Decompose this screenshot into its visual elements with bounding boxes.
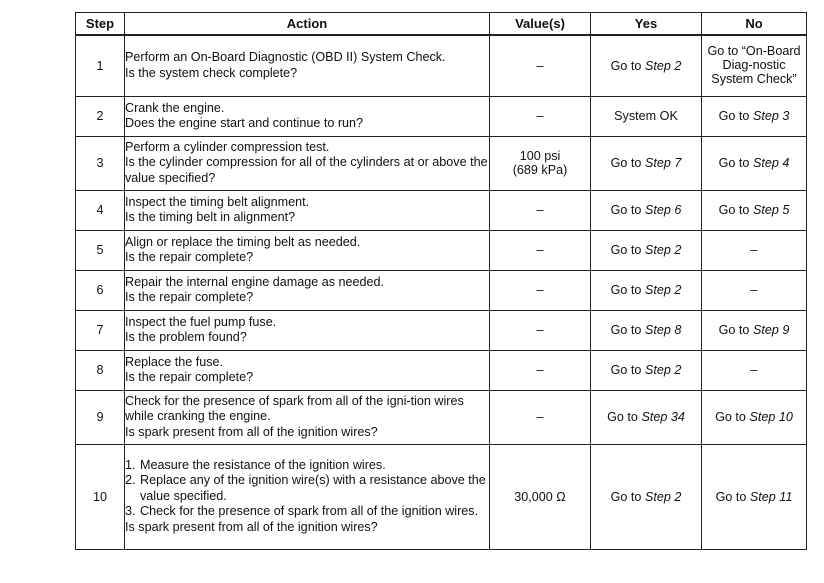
value-cell: – — [490, 230, 591, 270]
yes-cell: Go to Step 2 — [591, 270, 702, 310]
yes-cell: Go to Step 34 — [591, 390, 702, 444]
step-number: 5 — [76, 230, 125, 270]
no-step-link[interactable]: Step 11 — [749, 489, 793, 504]
table-row — [76, 35, 807, 96]
step-number: 7 — [76, 310, 125, 350]
action-instruction: Check for the presence of spark from all of the igni-tion wires while cranking the engine. — [125, 393, 464, 424]
value-cell: – — [490, 310, 591, 350]
no-cell: Go to Step 11 — [702, 444, 807, 549]
yes-step-link[interactable]: Step 2 — [644, 363, 682, 377]
step-number: 10 — [76, 444, 125, 549]
action-question: Is the repair complete? — [125, 290, 254, 304]
header-no: No — [702, 13, 807, 36]
action-question: Is the timing belt in alignment? — [125, 210, 296, 224]
action-instruction: Crank the engine. — [125, 100, 225, 115]
yes-step-link[interactable]: Step 6 — [644, 203, 682, 217]
action-question: Is the repair complete? — [125, 370, 254, 384]
action-question: Does the engine start and continue to run? — [125, 116, 364, 130]
no-step-link[interactable]: Step 5 — [752, 203, 790, 217]
action-cell — [125, 190, 490, 230]
step-number: 8 — [76, 350, 125, 390]
action-question: Is the repair complete? — [125, 250, 254, 264]
table-row — [76, 350, 807, 390]
step-number: 2 — [76, 96, 125, 136]
yes-step-link[interactable]: Step 8 — [644, 323, 682, 337]
action-question: Is the system check complete? — [125, 65, 298, 80]
value-cell: – — [490, 190, 591, 230]
no-step-link[interactable]: Step 10 — [749, 410, 793, 424]
action-instruction: Perform an On-Board Diagnostic (OBD II) System Check. — [125, 50, 446, 65]
no-step-link[interactable]: Step 9 — [752, 323, 790, 337]
action-cell — [125, 310, 490, 350]
action-cell — [125, 390, 490, 444]
value-kpa: (689 kPa) — [512, 163, 568, 177]
action-cell — [125, 270, 490, 310]
yes-cell: Go to Step 2 — [591, 444, 702, 549]
action-instruction: Inspect the fuel pump fuse. — [125, 314, 277, 329]
value-cell: – — [490, 96, 591, 136]
diagnostic-table-page — [75, 12, 806, 562]
action-question: Is the problem found? — [125, 330, 247, 344]
no-cell — [702, 35, 807, 96]
value-cell: – — [490, 350, 591, 390]
yes-step-link[interactable]: Step 2 — [644, 58, 682, 73]
action-cell — [125, 230, 490, 270]
table-header-row — [76, 13, 807, 36]
table-row — [76, 390, 807, 444]
no-step-link[interactable]: Step 4 — [752, 156, 790, 170]
action-list-item: 1. Measure the resistance of the ignition wires. — [125, 457, 386, 472]
step-number: 4 — [76, 190, 125, 230]
action-cell — [125, 444, 490, 549]
table-row — [76, 444, 807, 549]
table-row — [76, 190, 807, 230]
header-step: Step — [76, 13, 125, 36]
table-row — [76, 136, 807, 190]
step-number: 1 — [76, 35, 125, 96]
value-cell: 30,000 Ω — [490, 444, 591, 549]
no-step-link[interactable]: Step 3 — [752, 109, 790, 123]
action-question: Is spark present from all of the ignition wires? — [125, 424, 378, 439]
table-row — [76, 270, 807, 310]
action-instruction: Inspect the timing belt alignment. — [125, 194, 310, 209]
table-row — [76, 96, 807, 136]
no-cell: Go to Step 4 — [702, 136, 807, 190]
no-cell: – — [702, 350, 807, 390]
action-question: Is the cylinder compression for all of the cylinders at or above the value specified? — [125, 155, 488, 185]
step-number: 9 — [76, 390, 125, 444]
no-cell: Go to Step 5 — [702, 190, 807, 230]
no-cell: – — [702, 270, 807, 310]
header-yes: Yes — [591, 13, 702, 36]
action-cell — [125, 96, 490, 136]
action-list-item: 3. Check for the presence of spark from all of the ignition wires. — [125, 504, 479, 519]
yes-step-link[interactable]: Step 2 — [644, 489, 682, 504]
action-instruction: Perform a cylinder compression test. — [125, 139, 330, 154]
header-values: Value(s) — [490, 13, 591, 36]
step-number: 3 — [76, 136, 125, 190]
action-instruction: Replace the fuse. — [125, 354, 224, 369]
value-cell: – — [490, 390, 591, 444]
yes-result: System OK — [614, 109, 678, 123]
action-list-item: 2. Replace any of the ignition wire(s) with a resistance above the value specified. — [125, 473, 486, 503]
no-cell: Go to Step 9 — [702, 310, 807, 350]
action-cell — [125, 35, 490, 96]
yes-step-link[interactable]: Step 2 — [644, 243, 682, 257]
value-psi: 100 psi — [519, 149, 561, 163]
action-question: Is spark present from all of the ignition wires? — [125, 519, 378, 534]
yes-cell: Go to Step 6 — [591, 190, 702, 230]
value-cell: – — [490, 35, 591, 96]
header-action: Action — [125, 13, 490, 36]
no-cell: Go to Step 10 — [702, 390, 807, 444]
value-cell: – — [490, 270, 591, 310]
yes-step-link[interactable]: Step 2 — [644, 283, 682, 297]
yes-cell: Go to Step 2 — [591, 230, 702, 270]
action-cell — [125, 136, 490, 190]
step-number: 6 — [76, 270, 125, 310]
no-cell: Go to Step 3 — [702, 96, 807, 136]
value-cell — [490, 136, 591, 190]
yes-cell: Go to Step 7 — [591, 136, 702, 190]
yes-step-link[interactable]: Step 34 — [641, 410, 685, 424]
table-row — [76, 230, 807, 270]
no-reference[interactable]: Go to “On-Board Diag-nostic System Check” — [707, 43, 801, 86]
table-row — [76, 310, 807, 350]
no-cell: – — [702, 230, 807, 270]
yes-cell: Go to Step 8 — [591, 310, 702, 350]
yes-cell: Go to Step 2 — [591, 350, 702, 390]
action-instruction: Repair the internal engine damage as needed. — [125, 274, 385, 289]
diagnostic-table — [75, 12, 807, 550]
yes-step-link[interactable]: Step 7 — [644, 156, 682, 170]
action-cell — [125, 350, 490, 390]
yes-cell: Go to Step 2 — [591, 35, 702, 96]
yes-cell — [591, 96, 702, 136]
action-instruction: Align or replace the timing belt as needed. — [125, 234, 361, 249]
